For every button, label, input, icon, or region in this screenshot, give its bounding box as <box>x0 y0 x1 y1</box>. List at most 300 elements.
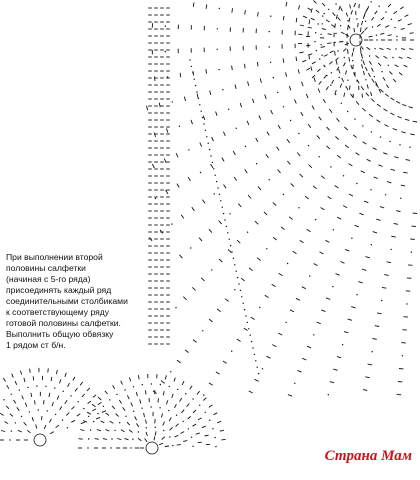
stitch-mark <box>361 31 364 34</box>
chain-stitch-mark <box>332 286 333 287</box>
stitch-mark <box>245 169 248 173</box>
stitch-mark <box>390 113 394 115</box>
stitch-mark <box>321 310 325 312</box>
stitch-mark <box>101 421 105 423</box>
stitch-mark <box>395 65 399 67</box>
stitch-mark <box>407 57 411 58</box>
stitch-mark <box>290 310 294 312</box>
chain-stitch-mark <box>343 175 344 176</box>
stitch-mark <box>180 398 182 402</box>
join-line-mark <box>227 232 228 233</box>
stitch-mark <box>401 185 405 186</box>
chain-stitch-mark <box>374 76 375 77</box>
stitch-mark <box>154 436 155 440</box>
stitch-mark <box>312 62 316 64</box>
chain-stitch-mark <box>262 368 263 369</box>
stitch-mark <box>349 164 353 166</box>
stitch-mark <box>406 160 410 161</box>
chain-stitch-mark <box>392 57 393 58</box>
stitch-mark <box>381 17 384 20</box>
stitch-mark <box>387 262 391 263</box>
stitch-mark <box>301 112 303 116</box>
stitch-mark <box>317 135 320 138</box>
chain-stitch-mark <box>379 6 380 7</box>
stitch-mark <box>384 109 388 111</box>
chain-stitch-mark <box>356 18 357 19</box>
join-line-mark <box>194 79 195 80</box>
chain-stitch-mark <box>409 147 410 148</box>
stitch-mark <box>216 372 220 374</box>
chain-stitch-mark <box>47 410 48 411</box>
join-line-mark <box>192 72 193 73</box>
stitch-mark <box>191 120 193 124</box>
chain-stitch-mark <box>146 427 147 428</box>
stitch-mark <box>312 75 315 78</box>
stitch-mark <box>402 104 406 106</box>
join-line-mark <box>203 123 204 124</box>
stitch-mark <box>214 413 218 415</box>
stitch-mark <box>224 185 227 189</box>
chain-stitch-mark <box>269 31 270 32</box>
stitch-mark <box>271 110 273 114</box>
stitch-mark <box>409 49 413 50</box>
stitch-mark <box>410 33 414 34</box>
chain-stitch-mark <box>170 371 171 372</box>
chain-stitch-mark <box>172 101 173 102</box>
stitch-mark <box>365 67 367 71</box>
chain-stitch-mark <box>320 34 321 35</box>
chain-stitch-mark <box>388 65 389 66</box>
chain-stitch-mark <box>11 394 12 395</box>
stitch-mark <box>353 65 354 69</box>
stitch-mark <box>317 322 321 324</box>
stitch-mark <box>307 346 311 348</box>
stitch-mark <box>116 414 119 417</box>
stitch-mark <box>344 127 347 130</box>
chain-stitch-mark <box>155 427 156 428</box>
chain-stitch-mark <box>315 32 316 33</box>
chain-stitch-mark <box>179 126 180 127</box>
chain-stitch-mark <box>315 219 316 220</box>
stitch-layer <box>0 1 417 455</box>
chain-stitch-mark <box>328 9 329 10</box>
stitch-mark <box>366 93 369 96</box>
chain-stitch-mark <box>77 401 78 402</box>
stitch-mark <box>203 398 206 401</box>
chain-stitch-mark <box>21 416 22 417</box>
chain-stitch-mark <box>63 391 64 392</box>
stitch-mark <box>183 441 187 442</box>
stitch-mark <box>174 378 175 382</box>
chain-stitch-mark <box>203 394 204 395</box>
chain-stitch-mark <box>266 248 267 249</box>
chain-stitch-mark <box>381 71 382 72</box>
chain-stitch-mark <box>93 421 94 422</box>
stitch-mark <box>391 98 395 100</box>
stitch-mark <box>320 252 324 254</box>
stitch-mark <box>237 240 240 243</box>
stitch-mark <box>384 125 388 127</box>
chain-stitch-mark <box>133 411 134 412</box>
stitch-mark <box>163 422 165 426</box>
stitch-mark <box>166 190 168 194</box>
stitch-mark <box>376 56 379 59</box>
join-line-mark <box>245 315 246 316</box>
stitch-mark <box>209 319 213 322</box>
chain-stitch-mark <box>169 386 170 387</box>
chain-stitch-mark <box>87 447 88 448</box>
stitch-mark <box>272 284 276 286</box>
chain-stitch-mark <box>322 23 323 24</box>
stitch-mark <box>166 400 167 404</box>
stitch-mark <box>363 61 364 65</box>
stitch-mark <box>351 65 353 69</box>
chain-stitch-mark <box>212 428 213 429</box>
stitch-mark <box>216 112 217 116</box>
chain-stitch-mark <box>191 437 192 438</box>
stitch-mark <box>408 24 412 25</box>
chain-stitch-mark <box>331 72 332 73</box>
stitch-mark <box>336 274 340 276</box>
stitch-mark <box>192 287 195 290</box>
stitch-mark <box>340 84 341 88</box>
stitch-mark <box>187 404 190 407</box>
join-line-mark <box>258 373 259 374</box>
stitch-mark <box>201 278 204 281</box>
stitch-mark <box>68 383 70 387</box>
stitch-mark <box>32 417 33 421</box>
stitch-mark <box>188 416 191 419</box>
chain-stitch-mark <box>352 60 353 61</box>
stitch-mark <box>337 357 341 358</box>
stitch-mark <box>355 225 359 227</box>
chain-stitch-mark <box>396 36 397 37</box>
stitch-mark <box>7 385 9 389</box>
chain-stitch-mark <box>290 120 291 121</box>
stitch-mark <box>65 373 67 377</box>
stitch-mark <box>353 135 357 138</box>
chain-stitch-mark <box>374 48 375 49</box>
stitch-mark <box>373 148 377 150</box>
stitch-mark <box>340 262 344 264</box>
chain-stitch-mark <box>133 386 134 387</box>
stitch-mark <box>44 425 46 429</box>
chain-stitch-mark <box>214 437 215 438</box>
stitch-mark <box>380 207 384 208</box>
stitch-mark <box>193 340 197 343</box>
join-line-mark <box>244 309 245 310</box>
stitch-mark <box>180 73 181 78</box>
stitch-mark <box>24 378 25 382</box>
stitch-mark <box>211 164 213 168</box>
chain-stitch-mark <box>111 438 112 439</box>
join-line-mark <box>191 66 192 67</box>
stitch-mark <box>166 128 168 132</box>
stitch-mark <box>166 375 167 379</box>
stitch-mark <box>368 364 373 365</box>
chain-stitch-mark <box>341 103 342 104</box>
stitch-mark <box>206 4 207 8</box>
stitch-mark <box>377 120 381 122</box>
chain-stitch-mark <box>335 94 336 95</box>
stitch-mark <box>210 91 211 95</box>
chain-stitch-mark <box>365 21 366 22</box>
chain-stitch-mark <box>231 351 232 352</box>
stitch-mark <box>138 438 142 440</box>
chain-stitch-mark <box>217 28 218 29</box>
stitch-mark <box>217 421 221 423</box>
chain-stitch-mark <box>277 92 278 93</box>
stitch-mark <box>182 410 185 413</box>
chain-stitch-mark <box>130 447 131 448</box>
stitch-mark <box>321 176 325 179</box>
stitch-mark <box>351 10 353 14</box>
stitch-mark <box>319 81 322 84</box>
chain-stitch-mark <box>330 166 331 167</box>
stitch-mark <box>241 278 245 281</box>
stitch-mark <box>308 8 312 10</box>
stitch-mark <box>394 157 398 158</box>
stitch-mark <box>342 78 344 82</box>
stitch-mark <box>184 97 185 101</box>
chain-stitch-mark <box>269 46 270 47</box>
stitch-mark <box>219 221 222 224</box>
chain-stitch-mark <box>11 430 12 431</box>
stitch-mark <box>249 268 253 271</box>
stitch-mark <box>169 418 171 422</box>
join-line-mark <box>224 219 225 220</box>
instruction-line: 1 рядом ст б/н. <box>6 340 66 350</box>
stitch-mark <box>309 165 312 168</box>
stitch-mark <box>391 169 395 170</box>
chain-stitch-mark <box>365 79 366 80</box>
stitch-mark <box>296 298 300 300</box>
chain-stitch-mark <box>389 141 390 142</box>
chain-stitch-mark <box>347 20 348 21</box>
join-line-mark <box>189 59 190 60</box>
stitch-mark <box>302 358 306 360</box>
stitch-mark <box>325 240 329 242</box>
chain-stitch-mark <box>88 438 89 439</box>
chain-stitch-mark <box>70 395 71 396</box>
stitch-mark <box>308 124 311 128</box>
join-line-mark <box>210 155 211 156</box>
stitch-mark <box>146 432 147 436</box>
stitch-mark <box>162 437 165 440</box>
instruction-line: (начиная с 5-го ряда) <box>6 274 91 284</box>
chain-stitch-mark <box>391 249 392 250</box>
stitch-mark <box>49 393 50 397</box>
stitch-mark <box>378 63 381 66</box>
stitch-mark <box>321 47 325 48</box>
stitch-mark <box>264 212 267 215</box>
chain-stitch-mark <box>222 89 223 90</box>
stitch-mark <box>398 20 402 22</box>
stitch-mark <box>222 158 224 162</box>
stitch-mark <box>14 400 16 404</box>
stitch-mark <box>81 422 85 424</box>
stitch-mark <box>326 86 328 90</box>
chain-stitch-mark <box>97 413 98 414</box>
join-line-mark <box>208 143 209 144</box>
stitch-mark <box>188 177 190 181</box>
chain-stitch-mark <box>330 85 331 86</box>
stitch-mark <box>384 56 388 58</box>
stitch-mark <box>117 439 121 440</box>
stitch-mark <box>330 382 334 383</box>
chain-stitch-mark <box>90 429 91 430</box>
stitch-mark <box>92 404 95 407</box>
stitch-mark <box>119 400 121 404</box>
stitch-mark <box>316 10 319 13</box>
chain-stitch-mark <box>205 412 206 413</box>
stitch-mark <box>348 319 352 320</box>
stitch-mark <box>193 410 196 413</box>
stitch-mark <box>202 200 205 204</box>
stitch-mark <box>163 391 164 395</box>
chain-stitch-mark <box>36 385 37 386</box>
chain-stitch-mark <box>116 394 117 395</box>
chain-stitch-mark <box>165 51 166 52</box>
join-line-mark <box>248 328 249 329</box>
stitch-mark <box>366 257 370 258</box>
stitch-mark <box>360 27 361 32</box>
chain-stitch-mark <box>372 351 373 352</box>
stitch-mark <box>297 153 300 156</box>
stitch-mark <box>302 82 304 86</box>
chain-stitch-mark <box>273 77 274 78</box>
chain-stitch-mark <box>3 399 4 400</box>
stitch-mark <box>361 54 362 58</box>
chain-stitch-mark <box>406 303 407 304</box>
stitch-mark <box>82 394 85 397</box>
chain-stitch-mark <box>247 232 248 233</box>
stitch-mark <box>182 381 184 385</box>
join-line-mark <box>209 149 210 150</box>
stitch-mark <box>50 432 54 434</box>
chain-stitch-mark <box>356 294 357 295</box>
stitch-mark <box>279 273 283 275</box>
stitch-mark <box>223 132 225 136</box>
stitch-mark <box>335 136 338 139</box>
stitch-mark <box>57 396 59 400</box>
chain-stitch-mark <box>62 420 63 421</box>
chain-stitch-mark <box>323 65 324 66</box>
chain-stitch-mark <box>361 60 362 61</box>
stitch-mark <box>267 132 269 136</box>
chain-stitch-mark <box>395 48 396 49</box>
chain-stitch-mark <box>322 15 323 16</box>
stitch-mark <box>306 94 308 98</box>
stitch-mark <box>278 170 281 173</box>
chain-stitch-mark <box>114 430 115 431</box>
chain-stitch-mark <box>192 446 193 447</box>
stitch-mark <box>147 106 148 110</box>
chain-stitch-mark <box>321 55 322 56</box>
stitch-mark <box>103 439 107 440</box>
stitch-mark <box>332 80 334 84</box>
stitch-mark <box>329 62 332 65</box>
stitch-mark <box>198 442 202 443</box>
join-line-mark <box>236 271 237 272</box>
stitch-mark <box>235 85 236 89</box>
stitch-mark <box>161 414 162 418</box>
join-line-mark <box>216 181 217 182</box>
stitch-mark <box>327 146 330 149</box>
stitch-mark <box>123 407 125 410</box>
stitch-mark <box>369 36 373 37</box>
stitch-mark <box>212 137 214 141</box>
stitch-mark <box>362 94 363 98</box>
stitch-mark <box>361 86 364 90</box>
stitch-mark <box>314 78 316 82</box>
stitch-mark <box>349 18 350 22</box>
stitch-mark <box>399 57 403 59</box>
stitch-mark <box>389 72 392 75</box>
stitch-mark <box>323 99 325 103</box>
join-line-mark <box>238 283 239 284</box>
stitch-mark <box>358 282 362 283</box>
stitch-mark <box>102 411 106 413</box>
chain-stitch-mark <box>103 406 104 407</box>
stitch-mark <box>152 164 154 168</box>
stitch-mark <box>245 64 246 69</box>
chain-stitch-mark <box>175 307 176 308</box>
chain-stitch-mark <box>83 408 84 409</box>
stitch-mark <box>368 73 370 77</box>
stitch-mark <box>396 101 400 103</box>
instruction-line: половины салфетки <box>6 263 86 273</box>
stitch-mark <box>266 356 270 358</box>
stitch-mark <box>136 392 137 396</box>
stitch-mark <box>93 395 96 398</box>
chain-stitch-mark <box>88 416 89 417</box>
stitch-mark <box>413 121 417 122</box>
stitch-mark <box>405 119 409 120</box>
stitch-mark <box>220 430 224 431</box>
stitch-mark <box>328 34 332 35</box>
chain-stitch-mark <box>234 289 235 290</box>
chain-stitch-mark <box>326 75 327 76</box>
stitch-mark <box>25 403 27 407</box>
stitch-mark <box>404 65 408 67</box>
chain-stitch-mark <box>283 194 284 195</box>
join-line-mark <box>196 91 197 92</box>
stitch-mark <box>97 430 101 431</box>
instruction-line: При выполнении второй <box>6 252 103 262</box>
stitch-mark <box>300 240 304 242</box>
stitch-mark <box>257 258 261 261</box>
stitch-mark <box>322 28 326 29</box>
instruction-line: присоединять каждый ряд <box>6 285 112 295</box>
chain-stitch-mark <box>339 77 340 78</box>
chain-stitch-mark <box>347 80 348 81</box>
chain-stitch-mark <box>167 76 168 77</box>
stitch-mark <box>200 143 202 147</box>
chain-stitch-mark <box>211 269 212 270</box>
chain-stitch-mark <box>308 145 309 146</box>
stitch-mark <box>265 295 269 297</box>
stitch-mark <box>273 202 276 205</box>
join-line-mark <box>231 251 232 252</box>
stitch-mark <box>121 381 123 385</box>
stitch-mark <box>135 416 137 420</box>
chain-stitch-mark <box>396 39 397 40</box>
stitch-mark <box>298 69 299 73</box>
stitch-mark <box>105 430 109 432</box>
stitch-mark <box>383 77 385 80</box>
join-line-mark <box>223 213 224 214</box>
